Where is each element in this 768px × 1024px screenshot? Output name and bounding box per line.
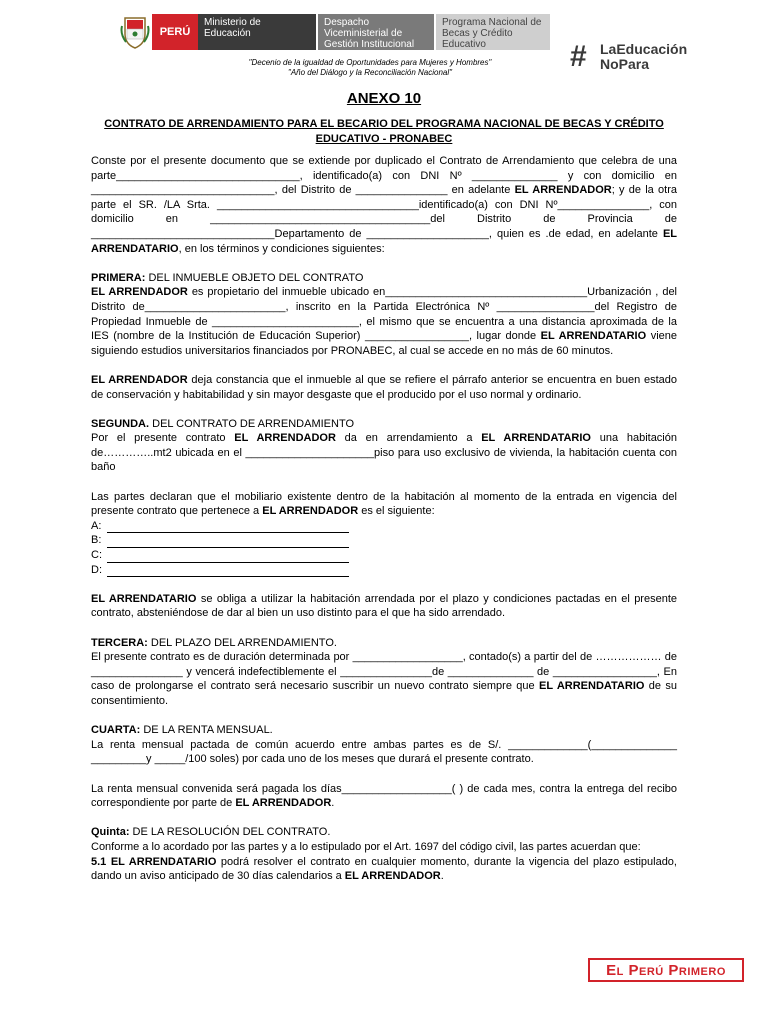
quinta-paragraph-2: 5.1 EL ARRENDATARIO podrá resolver el contrato en cualquier momento, durante la vigencia del plazo estipulado, dando un aviso anticipado de 30 días calendarios a EL ARRENDADOR. bbox=[91, 855, 677, 883]
contract-body bbox=[91, 154, 677, 884]
quinta-heading: Quinta: DE LA RESOLUCIÓN DEL CONTRATO. bbox=[91, 826, 331, 839]
hashtag-line-2: NoPara bbox=[600, 56, 650, 72]
hashtag-line-1: LaEducación bbox=[600, 41, 688, 57]
programa-label: Programa Nacional de Becas y Crédito Educativo bbox=[436, 14, 550, 50]
quinta-paragraph-1: Conforme a lo acordado por las partes y a lo estipulado por el Art. 1697 del código civil, las partes acuerdan que: bbox=[91, 840, 641, 853]
cuarta-paragraph-1: La renta mensual pactada de común acuerdo entre ambas partes es de S/. _____________(______________ _________y _____/100 soles) por cada uno de los meses que durará el presente contrato. bbox=[91, 738, 677, 766]
page-title: ANEXO 10 bbox=[346, 90, 422, 107]
tercera-heading: TERCERA: DEL PLAZO DEL ARRENDAMIENTO. bbox=[91, 636, 337, 649]
segunda-paragraph-1: Por el presente contrato EL ARRENDADOR da en arrendamiento a EL ARRENDATARIO una habitación de…………..mt2 ubicada en el _____________________piso para uso exclusivo de vivienda, la habitación cuenta con baño bbox=[91, 432, 677, 474]
decenio-line-1: "Decenio de la igualdad de Oportunidades para Mujeres y Hombres" bbox=[248, 58, 492, 67]
tercera-paragraph: El presente contrato es de duración determinada por __________________, contado(s) a partir del de ……………… de _______________ y vencerá indefectiblemente el _______________de ______________ de _________________, En caso de prolongarse el contrato será necesario suscribir un nuevo contrato siempre que EL ARRENDATARIO de su consentimiento. bbox=[91, 651, 678, 707]
cuarta-heading: CUARTA: DE LA RENTA MENSUAL. bbox=[91, 724, 273, 737]
primera-paragraph-1: EL ARRENDADOR es propietario del inmueble ubicado en_________________________________Urbanización , del Distrito de_______________________, inscrito en la Partida Electrónica Nº ________________del Registro de Propiedad Inmueble de ________________________, el mismo que se encuentra a una distancia aproximada de la IES (nombre de la Institución de Educación Superior) _________________, lugar donde EL ARRENDATARIO viene siguiendo estudios universitarios financiados por PRONABEC, al cual se accede en no más de 60 minutos. bbox=[91, 286, 678, 357]
el-peru-primero-logo: El Perú Primero bbox=[588, 958, 744, 982]
ministerio-label: Ministerio de Educación bbox=[198, 14, 316, 50]
list-item: A: bbox=[91, 519, 677, 534]
decenio-text bbox=[200, 58, 540, 78]
segunda-heading: SEGUNDA. DEL CONTRATO DE ARRENDAMIENTO bbox=[91, 417, 355, 430]
primera-paragraph-2: EL ARRENDADOR deja constancia que el inmueble al que se refiere el párrafo anterior se encuentra en buen estado de conservación y habitabilidad y sin mayor desgaste que el producido por el uso normal y ordinario. bbox=[91, 373, 678, 401]
hash-icon: # bbox=[570, 40, 587, 73]
primera-heading: PRIMERA: DEL INMUEBLE OBJETO DEL CONTRATO bbox=[91, 271, 364, 284]
list-item: B: bbox=[91, 533, 677, 548]
decenio-line-2: "Año del Diálogo y la Reconciliación Nacional" bbox=[288, 68, 452, 77]
list-item: C: bbox=[91, 548, 677, 563]
hashtag-logo bbox=[570, 40, 710, 76]
peru-label: PERÚ bbox=[152, 14, 198, 50]
contract-title: CONTRATO DE ARRENDAMIENTO PARA EL BECARIO DEL PROGRAMA NACIONAL DE BECAS Y CRÉDITO EDUCATIVO - PRONABEC bbox=[104, 118, 664, 145]
cuarta-paragraph-2: La renta mensual convenida será pagada los días__________________( ) de cada mes, contra la entrega del recibo correspondiente por parte de EL ARRENDADOR. bbox=[91, 782, 677, 810]
list-item: D: bbox=[91, 563, 677, 578]
segunda-paragraph-2: Las partes declaran que el mobiliario existente dentro de la habitación al momento de la entrada en vigencia del presente contrato que pertenece a EL ARRENDADOR es el siguiente: bbox=[91, 490, 677, 518]
segunda-paragraph-3: EL ARRENDATARIO se obliga a utilizar la habitación arrendada por el plazo y condiciones pactadas en el presente contrato, absteniéndose de dar al bien un uso distinto para el que ha sido arrendado. bbox=[91, 592, 678, 620]
intro-paragraph: Conste por el presente documento que se extiende por duplicado el Contrato de Arrendamiento que celebra de una parte______________________________, identificado(a) con DNI Nº ______________ y con domicilio en ______________________________, del Distrito de _______________ en adelante EL ARRENDADOR; y de la otra parte el SR. /LA Srta. _________________________________identificado(a) con DNI Nº_______________, con domicilio en ____________________________________del Distrito de Provincia de ______________________________Departamento de ____________________, quien es .de edad, en adelante EL ARRENDATARIO, en los términos y condiciones siguientes: bbox=[91, 155, 677, 255]
despacho-label: Despacho Viceministerial de Gestión Institucional bbox=[318, 14, 434, 50]
coat-of-arms-icon bbox=[120, 14, 150, 50]
